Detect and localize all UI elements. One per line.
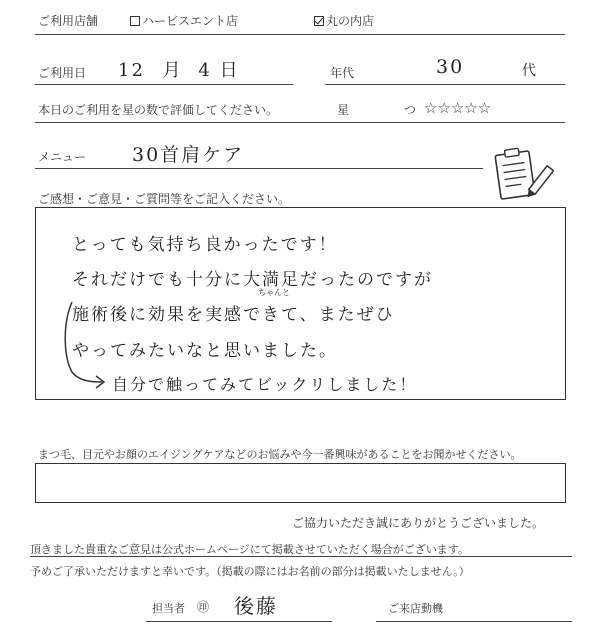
motive-label: ご来店動機 [388,602,443,615]
visit-date [118,56,240,82]
age-value: 30 [436,56,465,78]
menu-label: メニュー [38,150,87,164]
arrow-icon [58,300,118,392]
store-option-herbis-label: ハービスエント店 [142,14,239,28]
menu-rule [35,168,483,169]
visit-month: 12 [118,60,145,81]
staff-name: 後藤 [234,594,278,618]
staff-rule [146,621,332,622]
age-unit: 代 [522,63,538,79]
store-option-marunouchi[interactable] [314,12,374,29]
feedback-ruby: ちゃんと [258,288,290,297]
rating-prompt: 本日のご利用を星の数で評価してください。 [38,103,279,117]
marunouchi-checkbox[interactable] [314,16,324,26]
concern-box[interactable] [35,463,566,503]
rating-stars: ☆☆☆☆☆ [424,99,492,117]
feedback-line-4: やってみたいなと思いました。 [72,341,338,361]
rating-rule [35,122,565,123]
feedback-line-5: 自分で触ってみてビックリしました！ [112,375,418,394]
notice-line-1: 頂きました貴重なご意見は公式ホームページにて掲載させていただく場合がございます。 [30,543,469,556]
age-label: 年代 [330,66,355,80]
store-rule [35,34,565,35]
rating-star-label: 星 [337,103,350,117]
date-label: ご利用日 [38,66,87,80]
feedback-line-3: 施術後に効果を実感できて、またぜひ [72,305,395,325]
store-option-marunouchi-label: 丸の内店 [326,14,375,28]
clipboard-pencil-icon [492,146,554,204]
age-rule [325,84,565,85]
staff-label: 担当者 [152,602,185,615]
feedback-line-2: それだけでも十分に大満足だったのですが [72,270,433,290]
notice-rule [30,556,572,557]
store-option-herbis[interactable] [130,12,238,29]
visit-month-unit: 月 [162,60,183,81]
rating-unit: つ [404,103,417,117]
feedback-line-1: とっても気持ち良かったです！ [72,235,338,255]
herbis-checkbox[interactable] [130,16,140,26]
seal-icon: ㊞ [197,600,210,614]
thanks-text: ご協力いただき誠にありがとうございました。 [292,516,545,530]
date-rule [35,84,293,85]
visit-day-unit: 日 [219,60,240,81]
concern-prompt: まつ毛、目元やお顔のエイジングケアなどのお悩みや今一番興味があることをお聞かせください。 [38,448,522,461]
visit-day: 4 [198,60,212,81]
notice-line-2: 予めご了承いただけますと幸いです。（掲載の際にはお名前の部分は掲載いたしません。） [30,565,470,578]
motive-rule [376,621,572,622]
store-label: ご利用店舗 [38,14,99,28]
menu-value: 30首肩ケア [132,144,245,166]
feedback-prompt: ご感想・ご意見・ご質問等をご記入ください。 [38,192,291,206]
